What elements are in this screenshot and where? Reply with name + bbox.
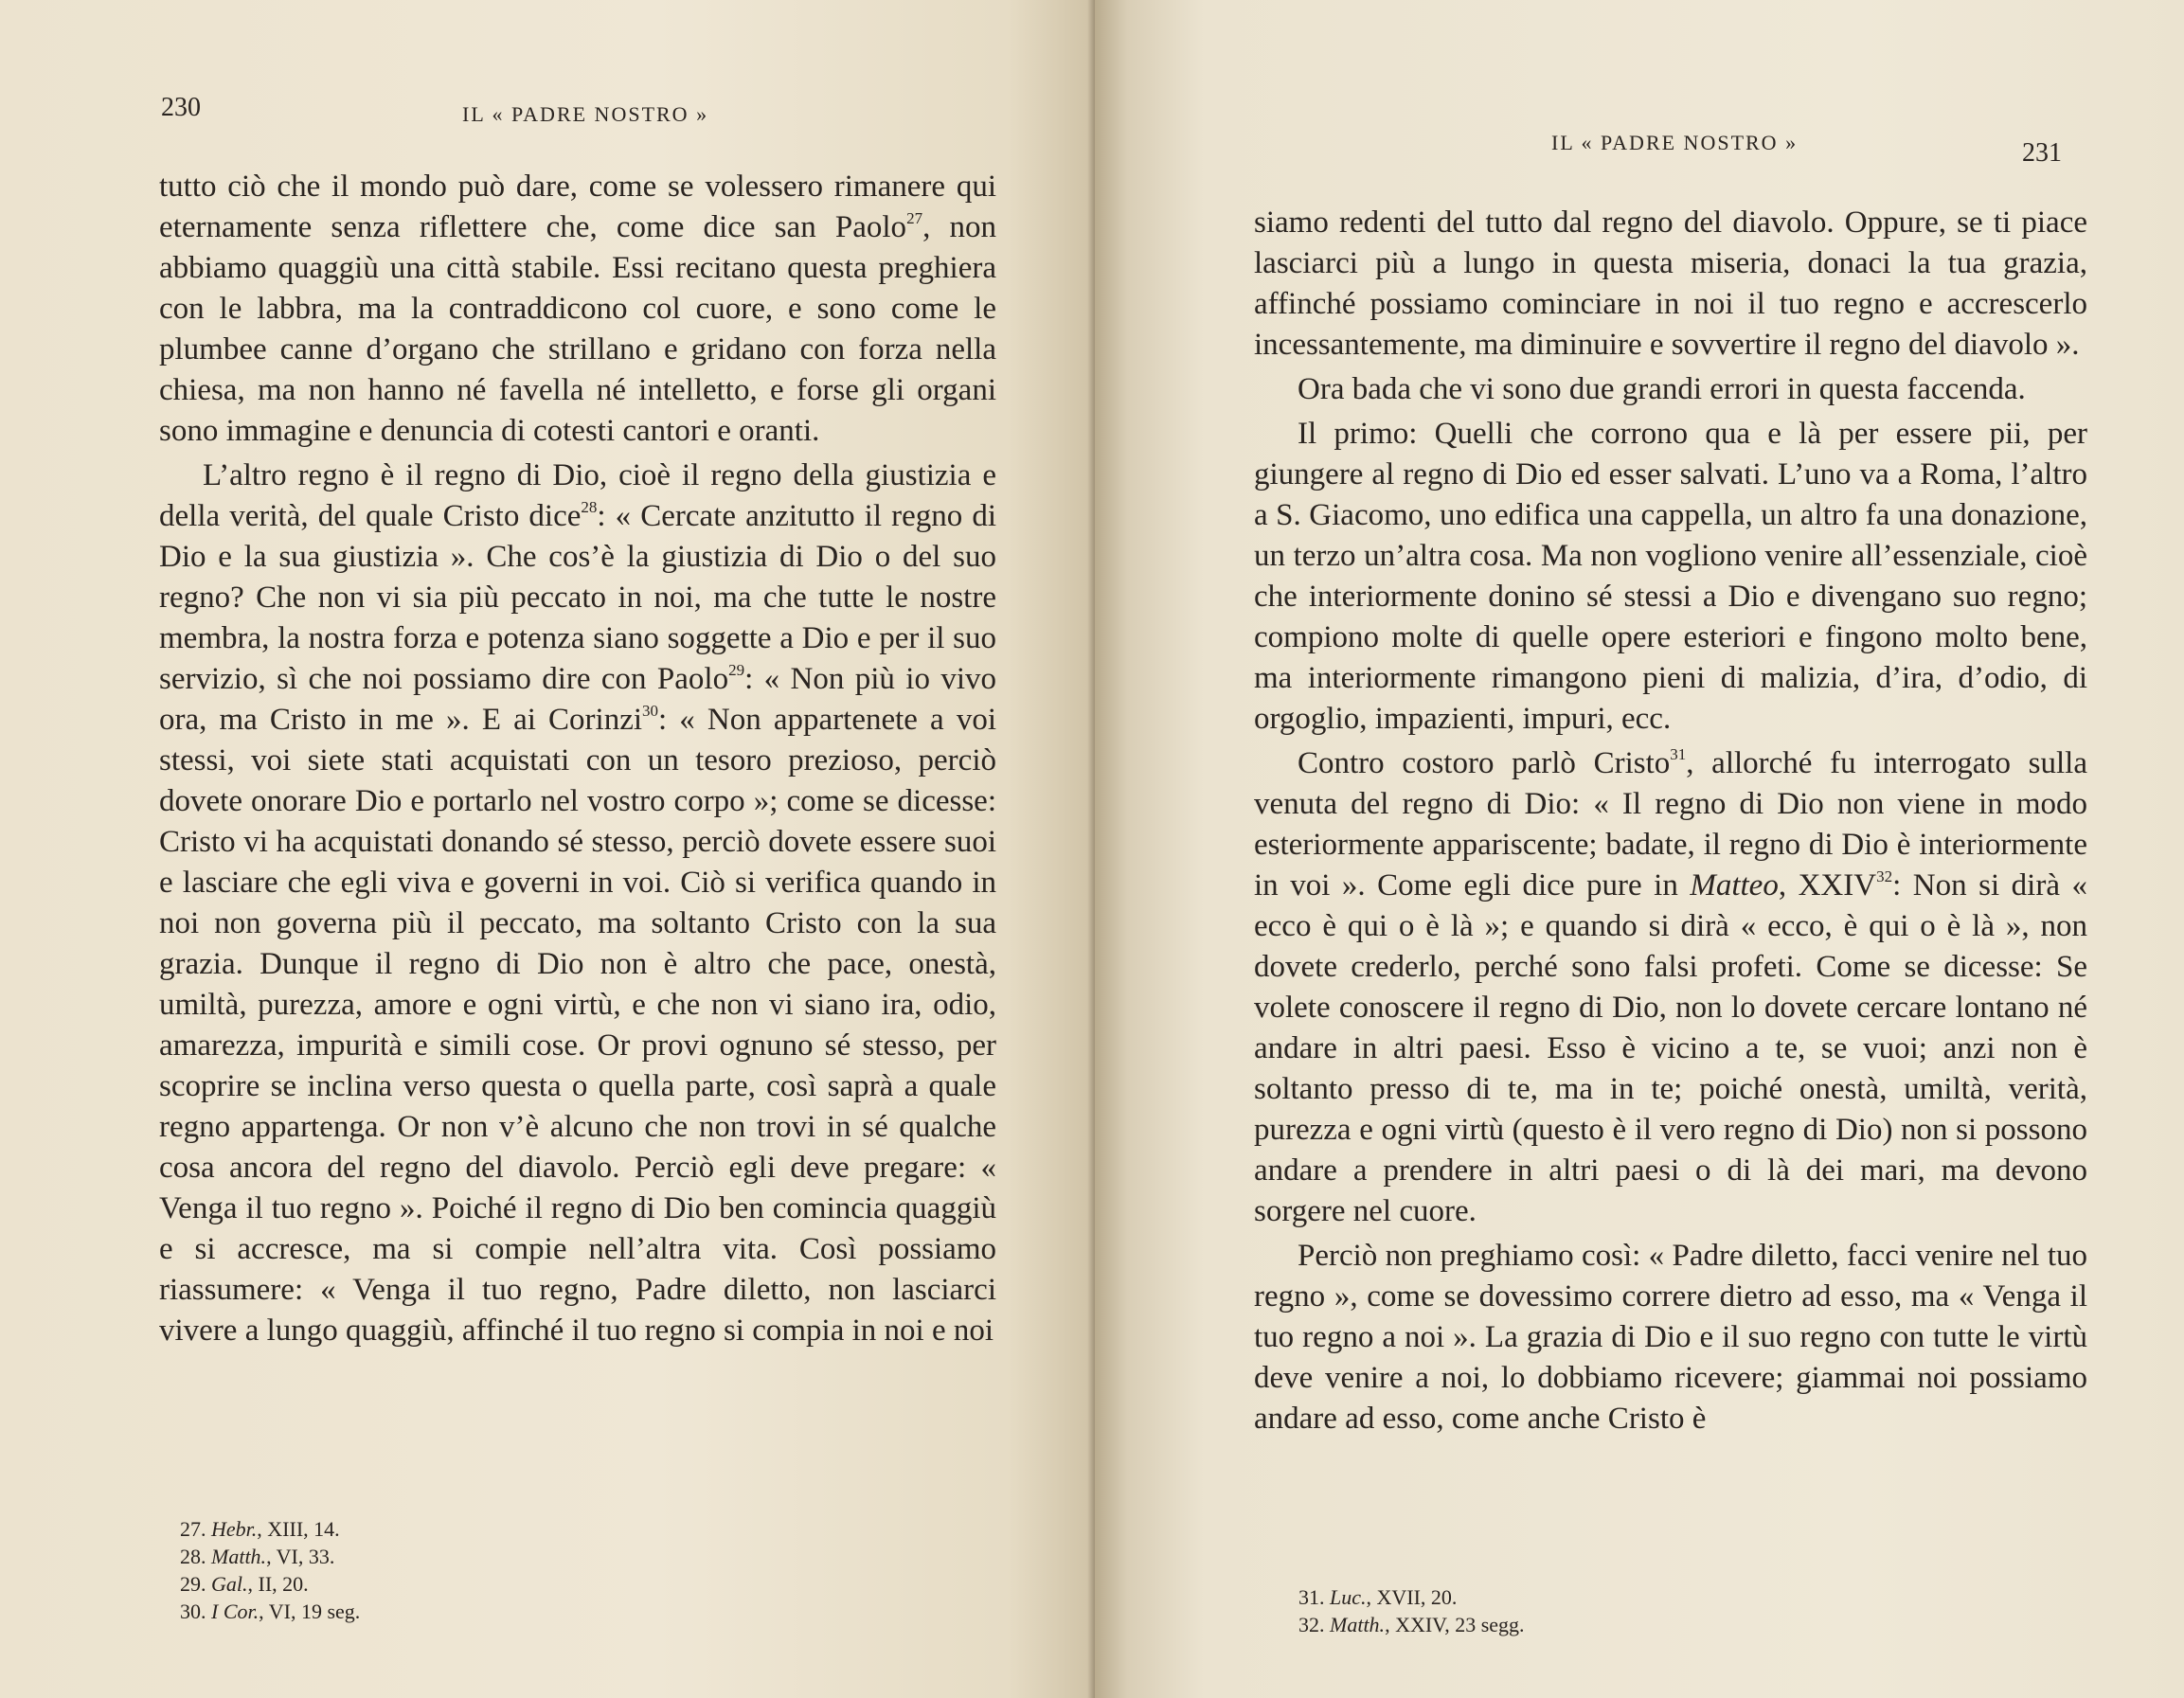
running-head: IL « PADRE NOSTRO » [1551, 131, 1799, 154]
paragraph: Il primo: Quelli che corrono qua e là per essere pii, per giungere al regno di Dio ed esser salvati. L’uno va a Roma, l’altro a S. Giacomo, uno edifica una cappella, un altro fa una donazione, un terzo un’altra cosa. Ma non vogliono venire all’essenziale, cioè che interiormente donino sé stessi a Dio e divengano suo regno; compiono molte di quelle opere esteriori e fingono molto bene, ma interiormente rimangono pieni di malizia, d’ira, d’odio, di orgoglio, impazienti, impuri, ecc. [1254, 417, 2087, 736]
paragraph: Perciò non preghiamo così: « Padre diletto, facci venire nel tuo regno », come se dovessimo correre dietro ad esso, ma « Venga il tuo regno a noi ». La grazia di Dio e il suo regno con tutte le virtù deve venire a noi, lo dobbiamo ricevere; giammai noi possiamo andare ad esso, come anche Cristo è [1254, 1239, 2087, 1436]
footnotes [1298, 1583, 1525, 1638]
left-body-text [159, 167, 996, 1351]
footnote-ref[interactable]: 32 [1876, 867, 1893, 885]
footnote-ref[interactable]: 29 [728, 661, 745, 679]
footnote: 29. Gal., II, 20. [180, 1572, 309, 1596]
paragraph: siamo redenti del tutto dal regno del diavolo. Oppure, se ti piace lasciarci più a lungo in questa miseria, donaci la tua grazia, affinché possiamo cominciare in noi il tuo regno e accrescerlo incessantemente, ma diminuire e sovvertire il regno del diavolo ». [1254, 206, 2087, 362]
footnote-ref[interactable]: 30 [642, 702, 659, 720]
right-body-text [1254, 203, 2087, 1439]
right-page [1095, 0, 2184, 1698]
footnote: 27. Hebr., XIII, 14. [180, 1517, 340, 1541]
page-number: 231 [2022, 138, 2062, 168]
footnote: 30. I Cor., VI, 19 seg. [180, 1600, 361, 1623]
footnote-ref[interactable]: 31 [1670, 745, 1687, 763]
paragraph: tutto ciò che il mondo può dare, come se volessero rimanere qui eternamente senza riflettere che, come dice san Paolo$^{27}$, non abbiamo quaggiù una città stabile. Essi recitano questa preghiera con le labbra, ma la contraddicono col cuore, e sono come le plumbee canne d’organo che strillano e gridano con forza nella chiesa, ma non hanno né favella né intelletto, e forse gli organi sono immagine e denuncia di cotesti cantori e oranti. [159, 170, 997, 448]
footnotes [180, 1515, 360, 1625]
footnote: 31. Luc., XVII, 20. [1298, 1585, 1458, 1609]
footnote: 32. Matth., XXIV, 23 segg. [1298, 1613, 1525, 1636]
paragraph: Ora bada che vi sono due grandi errori in questa faccenda. [1298, 372, 2026, 406]
footnote: 28. Matth., VI, 33. [180, 1545, 335, 1568]
page-number: 230 [161, 93, 201, 122]
paragraph: Contro costoro parlò Cristo$^{31}$, allorché fu interrogato sulla venuta del regno di Dio: « Il regno di Dio non viene in modo esteriormente appariscente; badate, il regno di Dio è interiormente in voi ». Come egli dice pure in Matteo, XXIV$^{32}$: Non si dirà « ecco è qui o è là »; e quando si dirà « ecco, è qui o è là », non dovete crederlo, perché sono falsi profeti. Come se dicesse: Se volete conoscere il regno di Dio, non lo dovete cercare lontano né andare in altri paesi. Esso è vicino a te, se vuoi; anzi non è soltanto presso di te, ma in te; poiché onestà, umiltà, verità, purezza e ogni virtù (questo è il vero regno di Dio) non si possono andare a prendere in altri paesi o di là dei mari, ma devono sorgere nel cuore. [1254, 745, 2087, 1228]
footnote-ref[interactable]: 28 [581, 498, 598, 516]
paragraph: L’altro regno è il regno di Dio, cioè il regno della giustizia e della verità, del quale Cristo dice$^{28}$: « Cercate anzitutto il regno di Dio e la sua giustizia ». Che cos’è la giustizia di Dio o del suo regno? Che non vi sia più peccato in noi, ma che tutte le nostre membra, la nostra forza e potenza siano soggette a Dio e per il suo servizio, sì che noi possiamo dire con Paolo$^{29}$: « Non più io vivo ora, ma Cristo in me ». E ai Corinzi$^{30}$: « Non appartenete a voi stessi, voi siete stati acquistati con un tesoro prezioso, perciò dovete onorare Dio e portarlo nel vostro corpo »; come se dicesse: Cristo vi ha acquistati donando sé stesso, perciò dovete essere suoi e lasciare che egli viva e governi in voi. Ciò si verifica quando in noi non governa più il peccato, ma soltanto Cristo con la sua grazia. Dunque il regno di Dio non è altro che pace, onestà, umiltà, purezza, amore e ogni virtù, e che non vi siano ira, odio, amarezza, impurità e simili cose. Or provi ognuno sé stesso, per scoprire se inclina verso questa o quella parte, così saprà a quale regno appartenga. Or non v’è alcuno che non trovi in sé qualche cosa ancora del regno del diavolo. Perciò egli deve pregare: « Venga il tuo regno ». Poiché il regno di Dio ben comincia quaggiù e si accresce, ma si compie nell’altra vita. Così possiamo riassumere: « Venga il tuo regno, Padre diletto, non lasciarci vivere a lungo quaggiù, affinché il tuo regno si compia in noi e noi [159, 458, 996, 1348]
footnote-ref[interactable]: 27 [906, 209, 923, 227]
running-head: IL « PADRE NOSTRO » [462, 102, 709, 126]
